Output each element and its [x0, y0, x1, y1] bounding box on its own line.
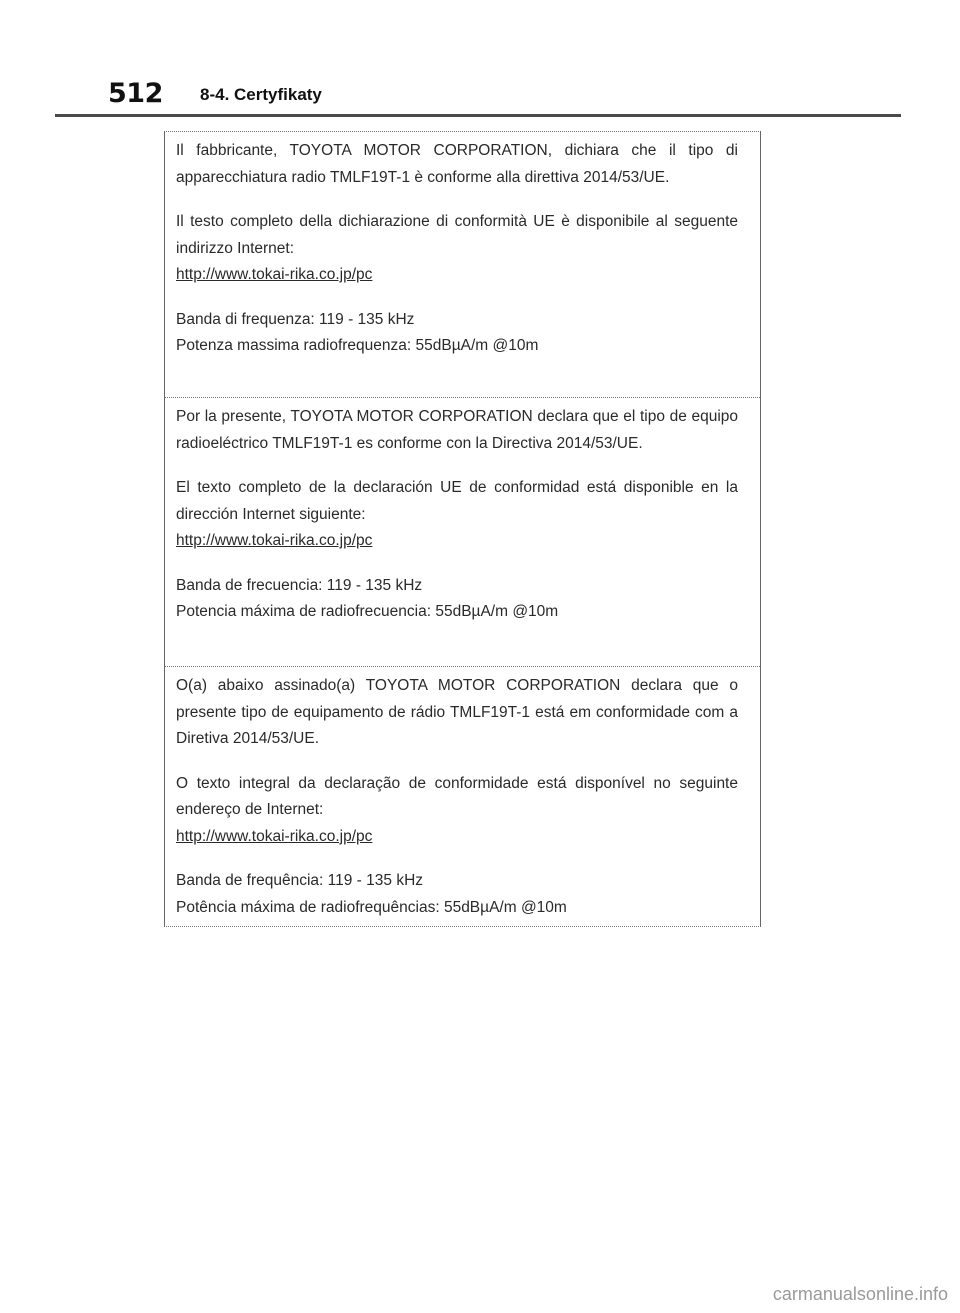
availability-text: El texto completo de la declaración UE de conformidad está disponible en la dirección Internet siguiente:	[176, 479, 738, 523]
certificate-spanish	[165, 397, 760, 666]
declaration-text: O(a) abaixo assinado(a) TOYOTA MOTOR CORPORATION declara que o presente tipo de equipamento de rádio TMLF19T-1 está em conformidade com a Diretiva 2014/53/UE.	[176, 677, 738, 747]
certificate-portuguese	[165, 666, 760, 928]
page-header	[108, 78, 900, 114]
frequency-text: Banda de frecuencia: 119 - 135 kHz	[176, 576, 423, 594]
power-text: Potenza massima radiofrequenza: 55dBµA/m @10m	[176, 337, 539, 354]
power-text: Potencia máxima de radiofrecuencia: 55dBµA/m @10m	[176, 603, 559, 620]
declaration-text: Il fabbricante, TOYOTA MOTOR CORPORATION, dichiara che il tipo di apparecchiatura radio TMLF19T-1 è conforme alla direttiva 2014/53/UE.	[176, 142, 738, 186]
certificate-link[interactable]: http://www.tokai-rika.co.jp/pc	[176, 532, 373, 549]
frequency-text: Banda de frequência: 119 - 135 kHz	[176, 872, 424, 889]
header-divider	[55, 114, 901, 117]
frequency-text: Banda di frequenza: 119 - 135 kHz	[176, 310, 415, 328]
certificate-link[interactable]: http://www.tokai-rika.co.jp/pc	[176, 827, 373, 845]
page-number: 512	[108, 78, 163, 109]
availability-text: Il testo completo della dichiarazione di conformità UE è disponibile al seguente indirizzo Internet:	[176, 213, 738, 257]
power-text: Potência máxima de radiofrequências: 55dBµA/m @10m	[176, 898, 567, 916]
certificate-italian	[165, 132, 760, 397]
availability-text: O texto integral da declaração de conformidade está disponível no seguinte endereço de Internet:	[176, 774, 738, 818]
certificate-box	[164, 131, 761, 927]
section-title: 8-4. Certyfikaty	[200, 85, 322, 104]
certificate-link[interactable]: http://www.tokai-rika.co.jp/pc	[176, 266, 373, 283]
footer-watermark: carmanualsonline.info	[772, 1284, 948, 1304]
declaration-text: Por la presente, TOYOTA MOTOR CORPORATION declara que el tipo de equipo radioeléctrico TMLF19T-1 es conforme con la Directiva 2014/53/UE.	[176, 408, 738, 452]
